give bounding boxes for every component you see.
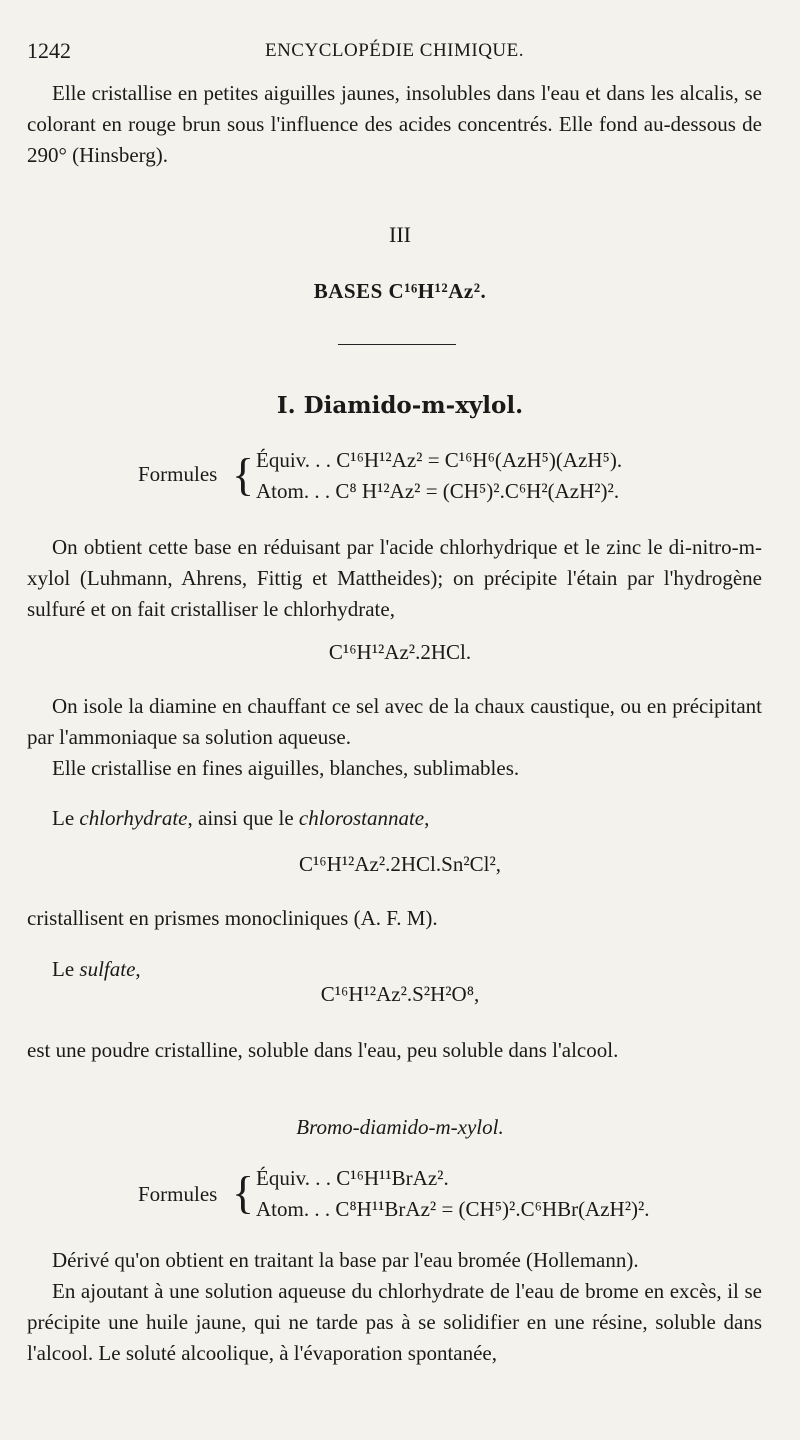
formula-equiv: Équiv. . . C¹⁶H¹²Az² = C¹⁶H⁶(AzH⁵)(AzH⁵). xyxy=(256,448,623,472)
paragraph-salts xyxy=(27,803,762,834)
page-header xyxy=(27,38,762,68)
salt-chlorostannate: chlorostannate xyxy=(298,806,425,830)
intro-paragraph: Elle cristallise en petites aiguilles jaunes, insolubles dans l'eau et dans les alcalis, se colorant en rouge brun sous l'influence des acides concentrés. Elle fond au-dessous de 290° (Hinsberg). xyxy=(27,81,762,167)
formulas-label-2: Formules xyxy=(138,1182,218,1206)
brace-icon: { xyxy=(232,1167,255,1218)
formula-atom: Atom. . . C⁸ H¹²Az² = (CH⁵)².C⁶H²(AzH²)². xyxy=(256,479,620,503)
salts-mid: , ainsi que le xyxy=(187,806,299,830)
salt-chlorhydrate: chlorhydrate xyxy=(79,806,188,830)
paragraph-bromine: En ajoutant à une solution aqueuse du chlorhydrate de l'eau de brome en excès, il se précipite une huile jaune, qui ne tarde pas à se solidifier en une résine, soluble dans l'alcool. Le soluté alcoolique, à l'évaporation spontanée, xyxy=(27,1279,762,1365)
sulfate-post: , xyxy=(135,957,141,981)
formula-chlorhydrate: C¹⁶H¹²Az².2HCl. xyxy=(328,640,472,664)
subsection-title: I. Diamido-m-xylol. xyxy=(276,392,524,419)
sulfate-prefix: Le xyxy=(52,957,80,981)
section-number: III xyxy=(389,222,411,247)
salts-prefix: Le xyxy=(52,806,80,830)
section-title: BASES C¹⁶H¹²Az². xyxy=(313,279,487,303)
brace-icon: { xyxy=(232,449,255,500)
formulas-block-1 xyxy=(138,448,698,510)
paragraph-powder: est une poudre cristalline, soluble dans l'eau, peu soluble dans l'alcool. xyxy=(27,1038,619,1062)
page-number: 1242 xyxy=(27,38,71,63)
formulas-label: Formules xyxy=(138,462,218,486)
formula-equiv-2: Équiv. . . C¹⁶H¹¹BrAz². xyxy=(256,1166,449,1190)
subsection-2-title: Bromo-diamido-m-xylol. xyxy=(296,1115,504,1139)
running-title: ENCYCLOPÉDIE CHIMIQUE. xyxy=(264,40,525,61)
paragraph-crystallisation: Elle cristallise en fines aiguilles, blanches, sublimables. xyxy=(52,756,520,780)
paragraph-derivation: Dérivé qu'on obtient en traitant la base par l'eau bromée (Hollemann). xyxy=(52,1248,639,1272)
paragraph-isolation: On isole la diamine en chauffant ce sel avec de la chaux caustique, ou en précipitant par l'ammoniaque sa solution aqueuse. xyxy=(27,694,762,749)
formula-chlorostannate: C¹⁶H¹²Az².2HCl.Sn²Cl², xyxy=(298,852,502,876)
paragraph-prisms: cristallisent en prismes monocliniques (A. F. M). xyxy=(27,906,438,930)
salt-sulfate: sulfate xyxy=(79,957,136,981)
paragraph-sulfate xyxy=(27,954,762,985)
formulas-block-2 xyxy=(138,1166,738,1228)
formula-sulfate: C¹⁶H¹²Az².S²H²O⁸, xyxy=(320,982,480,1006)
salts-post: , xyxy=(424,806,430,830)
paragraph-preparation: On obtient cette base en réduisant par l'acide chlorhydrique et le zinc le di-nitro-m-xylol (Luhmann, Ahrens, Fittig et Mattheides); on précipite l'étain par l'hydrogène sulfuré et on fait cristalliser le chlorhydrate, xyxy=(27,535,762,621)
formula-atom-2: Atom. . . C⁸H¹¹BrAz² = (CH⁵)².C⁶HBr(AzH²)². xyxy=(256,1197,650,1221)
divider-rule xyxy=(338,344,456,345)
